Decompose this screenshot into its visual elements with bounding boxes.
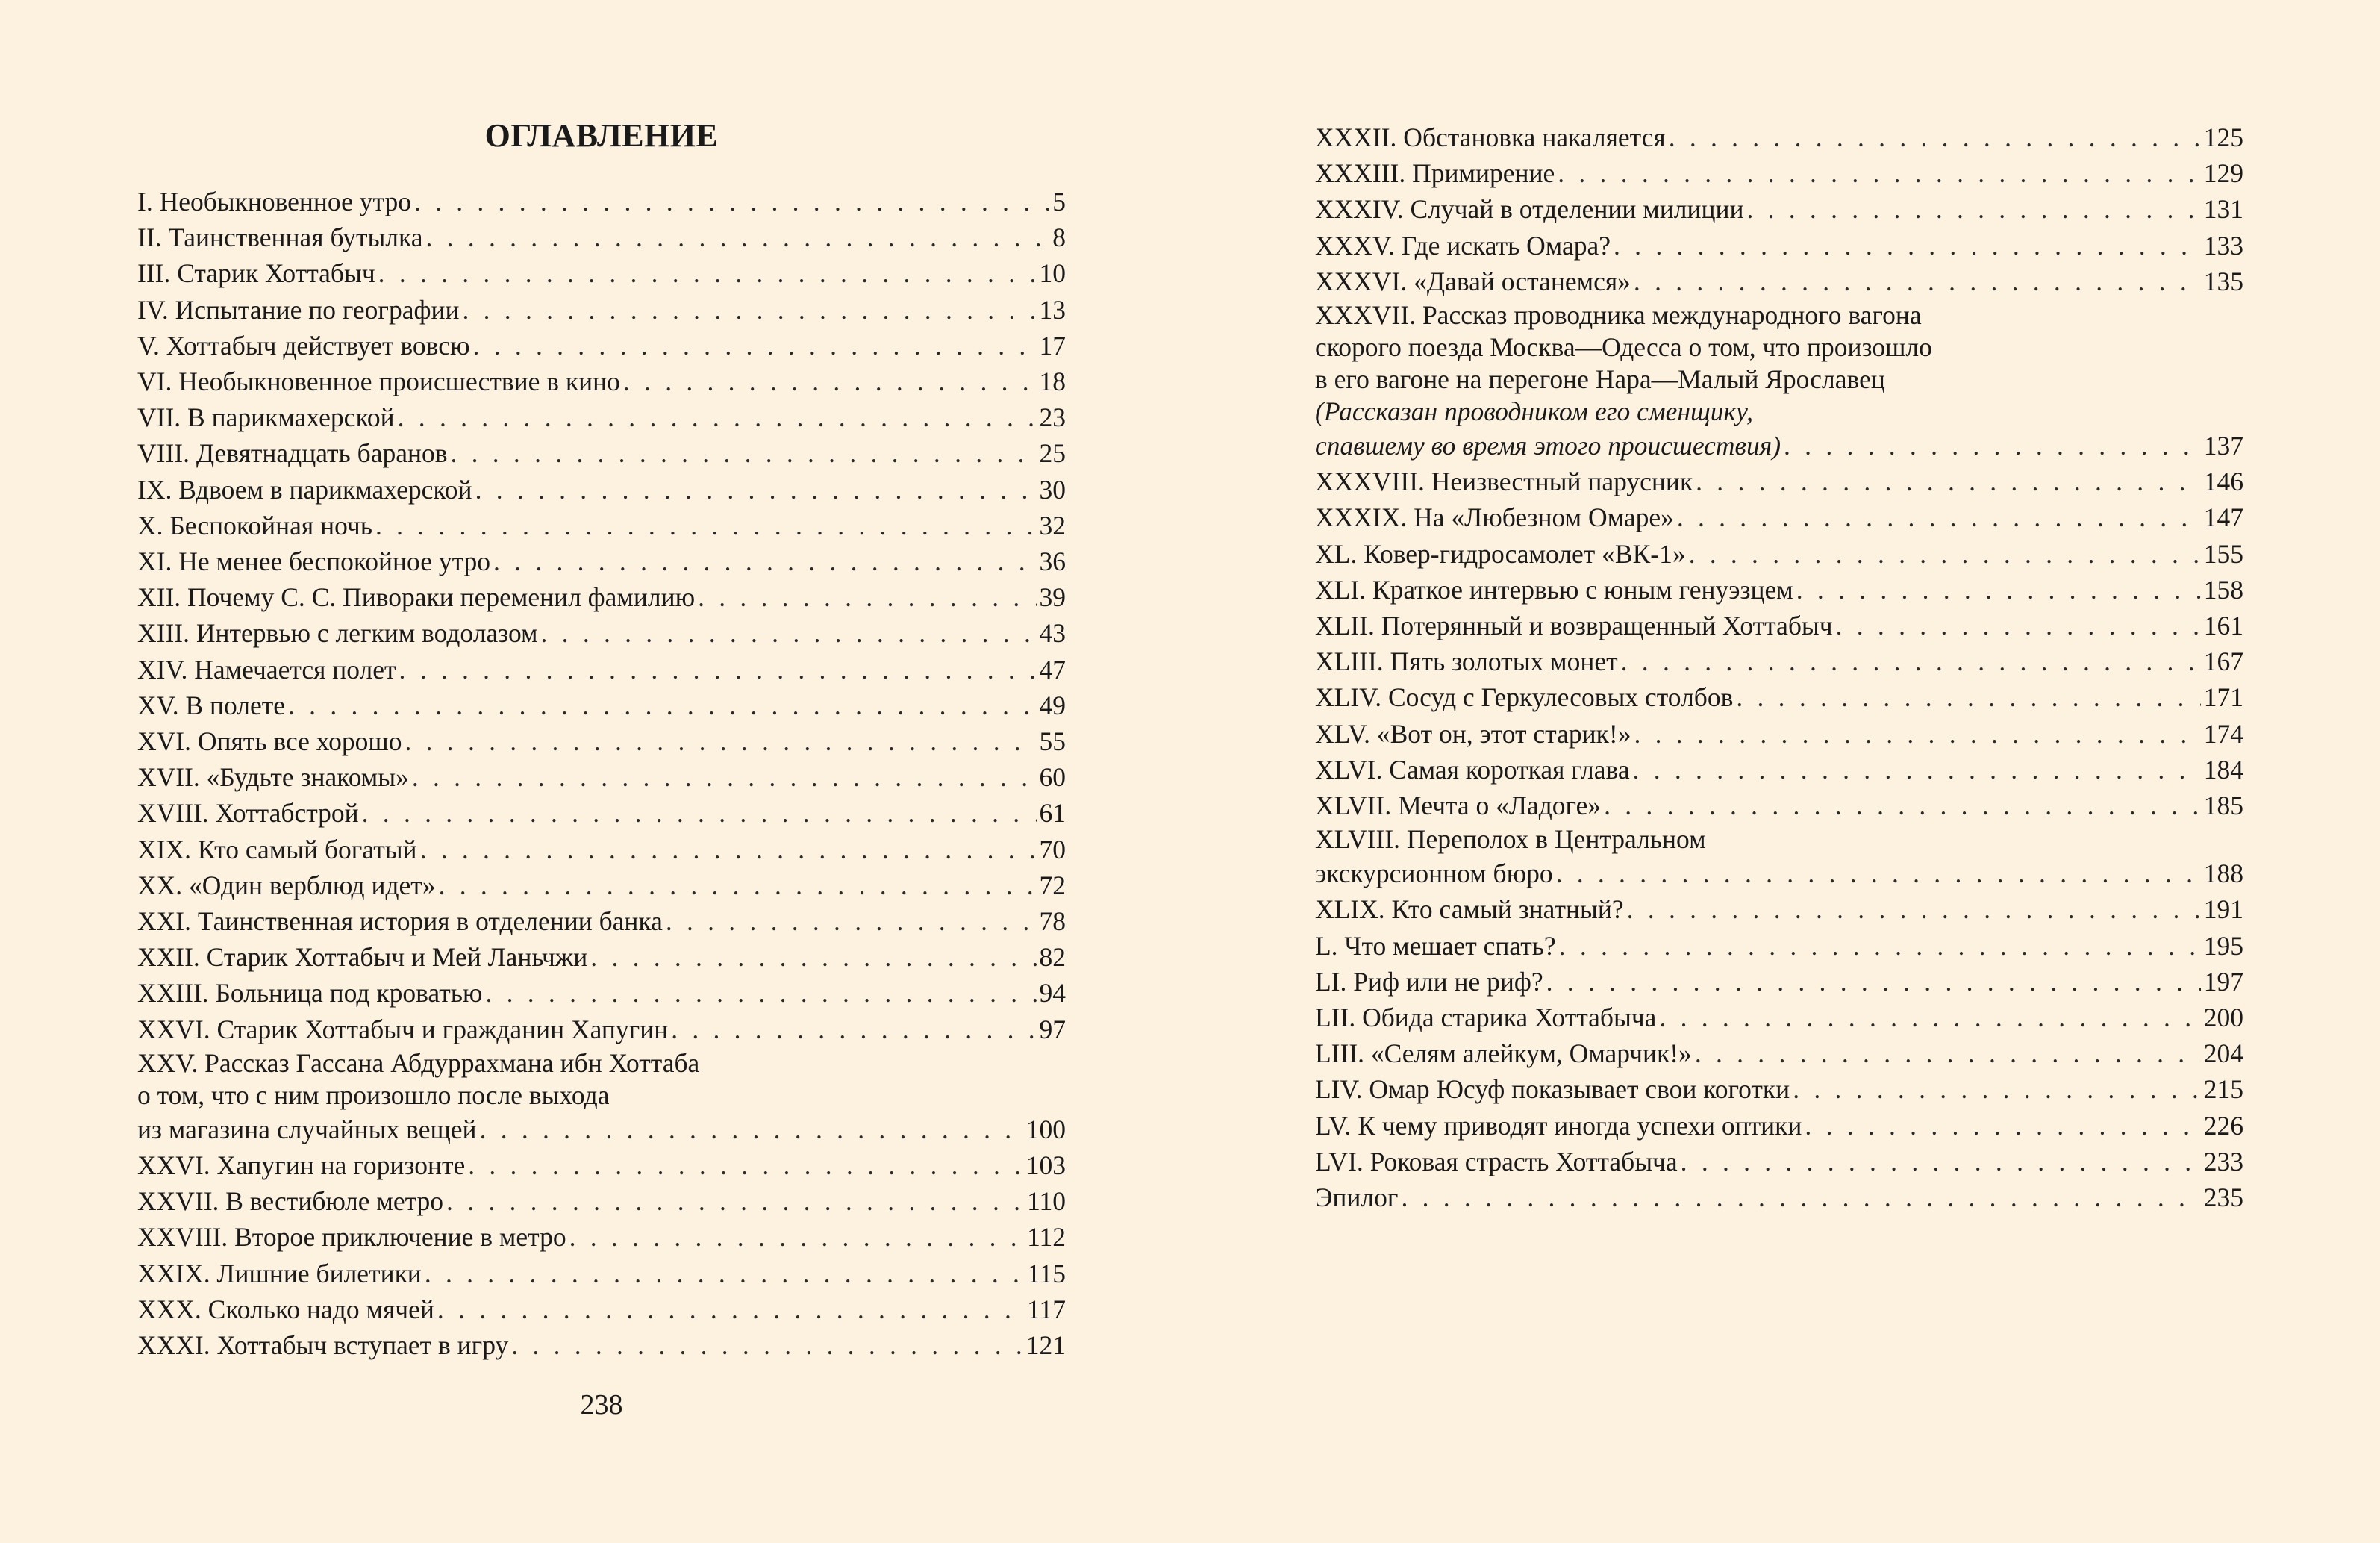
toc-entry-title: XXVII. В вестибюле метро	[137, 1186, 444, 1217]
dot-leader	[412, 759, 1037, 795]
toc-entry-page: 226	[2203, 1110, 2243, 1141]
dot-leader	[1633, 752, 2201, 788]
dot-leader	[1558, 155, 2201, 191]
toc-entry-title: XLIII. Пять золотых монет	[1315, 646, 1618, 677]
toc-entry	[137, 615, 1066, 651]
toc-entry-page: 188	[2203, 858, 2243, 889]
toc-entry	[1315, 264, 2243, 299]
toc-entry-title: X. Беспокойная ночь	[137, 510, 372, 540]
toc-entry-row	[137, 723, 1066, 759]
toc-entry	[137, 255, 1066, 291]
dot-leader	[288, 688, 1036, 723]
toc-entry-page: 185	[2203, 791, 2243, 821]
toc-entry-row	[137, 1112, 1066, 1147]
toc-entry-title: XXVIII. Второе приключение в метро	[137, 1222, 566, 1253]
toc-entry-page: 137	[2203, 431, 2243, 461]
dot-leader	[1695, 1035, 2201, 1071]
dot-leader	[1689, 536, 2201, 572]
toc-entry-row	[1315, 788, 2243, 823]
dot-leader	[439, 867, 1037, 903]
toc-entry-page: 18	[1039, 367, 1066, 397]
toc-entry	[137, 399, 1066, 435]
toc-entry-title: I. Необыкновенное утро	[137, 187, 411, 216]
toc-entry-line: XXXVII. Рассказ проводника международного вагона	[1315, 300, 1922, 331]
toc-entry	[1315, 299, 2243, 464]
toc-entry	[1315, 928, 2243, 964]
toc-entry-row	[1315, 964, 2243, 1000]
dot-leader	[1796, 572, 2201, 608]
toc-entry-title: XXVI. Старик Хоттабыч и гражданин Хапугин	[137, 1014, 669, 1044]
toc-entry	[137, 543, 1066, 579]
dot-leader	[541, 615, 1037, 651]
toc-entry-title: XXXIX. На «Любезном Омаре»	[1315, 502, 1674, 533]
toc-entry-title: LIII. «Селям алейкум, Омарчик!»	[1315, 1038, 1692, 1069]
toc-entry	[1315, 536, 2243, 572]
dot-leader	[1559, 928, 2201, 964]
dot-leader	[1836, 608, 2201, 643]
dot-leader	[405, 723, 1037, 759]
dot-leader	[362, 795, 1037, 831]
dot-leader	[1659, 1000, 2200, 1035]
toc-entry-page: 161	[2203, 611, 2243, 641]
toc-entry-page: 146	[2203, 467, 2243, 497]
toc-entry-row	[137, 543, 1066, 579]
toc-entry-title: XV. В полете	[137, 690, 286, 720]
toc-entry	[1315, 572, 2243, 608]
toc-entry	[137, 292, 1066, 328]
toc-entry	[1315, 823, 2243, 891]
toc-entry-page: 158	[2203, 574, 2243, 605]
toc-entry-page: 97	[1039, 1014, 1066, 1044]
toc-entry-page: 191	[2203, 894, 2243, 925]
toc-entry-title: II. Таинственная бутылка	[137, 222, 423, 253]
toc-entry-page: 235	[2203, 1182, 2243, 1213]
toc-entry-page: 197	[2203, 966, 2243, 997]
toc-entry-title: XLV. «Вот он, этот старик!»	[1315, 718, 1631, 749]
toc-entry-row	[137, 688, 1066, 723]
toc-entry-title: из магазина случайных вещей	[137, 1114, 477, 1144]
toc-entry-row	[1315, 855, 2243, 891]
toc-entry-title: XIII. Интервью с легким водолазом	[137, 618, 538, 649]
toc-entry-row	[137, 292, 1066, 328]
dot-leader	[1677, 499, 2201, 535]
toc-entry-page: 233	[2203, 1146, 2243, 1176]
toc-entry-row	[1315, 679, 2243, 715]
dot-leader	[425, 1256, 1024, 1291]
toc-entry-row	[137, 759, 1066, 795]
toc-entry-title: XXI. Таинственная история в отделении банка	[137, 906, 663, 937]
toc-entry-row	[137, 975, 1066, 1011]
toc-entry-title: VIII. Девятнадцать баранов	[137, 438, 448, 469]
toc-entry	[1315, 155, 2243, 191]
toc-entry-page: 129	[2203, 158, 2243, 189]
toc-entry	[1315, 464, 2243, 499]
toc-entry	[1315, 191, 2243, 227]
dot-leader	[1604, 788, 2201, 823]
toc-entry-page: 17	[1039, 330, 1066, 361]
toc-entry-title: XVI. Опять все хорошо	[137, 726, 402, 757]
toc-entry	[137, 795, 1066, 831]
toc-entry-title: XLIX. Кто самый знатный?	[1315, 894, 1624, 925]
toc-list-left	[137, 184, 1066, 1363]
toc-entry-row	[1315, 1071, 2243, 1107]
toc-entry-title: VII. В парикмахерской	[137, 402, 395, 433]
dot-leader	[463, 292, 1037, 328]
toc-entry-row	[137, 1011, 1066, 1047]
toc-entry-page: 78	[1039, 906, 1066, 937]
toc-entry-page: 112	[1027, 1222, 1066, 1253]
toc-entry	[1315, 1179, 2243, 1215]
toc-entry-page: 195	[2203, 930, 2243, 961]
toc-entry-title: XLIV. Сосуд с Геркулесовых столбов	[1315, 682, 1734, 713]
toc-entry-title: LVI. Роковая страсть Хоттабыча	[1315, 1146, 1678, 1176]
toc-entry-row	[1315, 119, 2243, 155]
toc-entry-note-line: (Рассказан проводником его сменщику,	[1315, 396, 1753, 427]
toc-entry-page: 147	[2203, 502, 2243, 533]
dot-leader	[1401, 1179, 2200, 1215]
toc-entry-row	[1315, 1035, 2243, 1071]
toc-entry-row	[137, 399, 1066, 435]
toc-entry	[137, 579, 1066, 615]
toc-entry	[1315, 679, 2243, 715]
dot-leader	[1681, 1144, 2201, 1179]
toc-entry-page: 125	[2203, 122, 2243, 152]
dot-leader	[420, 832, 1037, 867]
toc-entry-title: XLII. Потерянный и возвращенный Хоттабыч	[1315, 611, 1833, 641]
toc-entry-page: 110	[1027, 1186, 1066, 1217]
toc-entry	[1315, 1035, 2243, 1071]
toc-entry	[137, 219, 1066, 255]
dot-leader	[623, 364, 1037, 399]
toc-entry	[1315, 788, 2243, 823]
toc-entry-page: 121	[1025, 1330, 1066, 1361]
toc-entry	[1315, 499, 2243, 535]
toc-entry-row	[137, 328, 1066, 364]
toc-entry-row	[137, 615, 1066, 651]
toc-entry-row	[137, 579, 1066, 615]
toc-entry	[1315, 228, 2243, 264]
toc-entry-row	[1315, 191, 2243, 227]
toc-entry-row	[137, 219, 1066, 255]
toc-entry-row	[1315, 1000, 2243, 1035]
toc-entry-title: XXXVI. «Давай останемся»	[1315, 266, 1631, 296]
dot-leader	[493, 543, 1036, 579]
dot-leader	[1669, 119, 2201, 155]
toc-entry-title: XXXII. Обстановка накаляется	[1315, 122, 1666, 152]
toc-entry-row	[1315, 608, 2243, 643]
dot-leader	[414, 184, 1049, 219]
toc-entry-title: XI. Не менее беспокойное утро	[137, 546, 491, 577]
toc-entry-page: 23	[1039, 402, 1066, 433]
toc-entry	[137, 1219, 1066, 1255]
toc-entry-row	[137, 1291, 1066, 1327]
dot-leader	[446, 1183, 1024, 1219]
dot-leader	[426, 219, 1050, 255]
toc-entry-title: LIV. Омар Юсуф показывает свои коготки	[1315, 1074, 1790, 1105]
toc-entry	[1315, 1108, 2243, 1144]
toc-entry	[1315, 1144, 2243, 1179]
toc-entry-row	[137, 1219, 1066, 1255]
toc-entry-page: 72	[1039, 870, 1066, 900]
toc-entry-row	[137, 1256, 1066, 1291]
toc-entry-row	[137, 1327, 1066, 1363]
toc-entry-row	[1315, 228, 2243, 264]
toc-entry-row	[137, 867, 1066, 903]
toc-entry	[137, 975, 1066, 1011]
dot-leader	[485, 975, 1036, 1011]
toc-entry-title: L. Что мешает спать?	[1315, 930, 1556, 961]
toc-entry-title: V. Хоттабыч действует вовсю	[137, 330, 470, 361]
toc-entry-page: 25	[1039, 438, 1066, 469]
toc-entry-page: 184	[2203, 754, 2243, 785]
toc-entry-page: 82	[1039, 942, 1066, 973]
toc-entry-row	[137, 508, 1066, 543]
toc-entry-title: XL. Ковер-гидросамолет «ВК-1»	[1315, 538, 1686, 569]
toc-entry	[137, 1183, 1066, 1219]
toc-entry-title: XIV. Намечается полет	[137, 654, 396, 685]
toc-entry-row	[137, 939, 1066, 975]
toc-entry-title: XXII. Старик Хоттабыч и Мей Ланьчжи	[137, 942, 588, 973]
toc-entry-line: о том, что с ним произошло после выхода	[137, 1079, 610, 1110]
toc-entry-row	[1315, 1144, 2243, 1179]
toc-entry-title: VI. Необыкновенное происшествие в кино	[137, 367, 620, 397]
toc-entry-page: 135	[2203, 266, 2243, 296]
dot-leader	[511, 1327, 1022, 1363]
toc-entry-row	[137, 364, 1066, 399]
toc-entry-page: 61	[1039, 798, 1066, 829]
toc-entry-title: XXIX. Лишние билетики	[137, 1258, 422, 1288]
toc-entry	[1315, 891, 2243, 927]
toc-entry	[1315, 1071, 2243, 1107]
toc-entry-row	[137, 472, 1066, 508]
toc-entry-title: XX. «Один верблюд идет»	[137, 870, 436, 900]
toc-entry-page: 43	[1039, 618, 1066, 649]
toc-entry-row	[1315, 536, 2243, 572]
toc-entry-row	[1315, 464, 2243, 499]
dot-leader	[1746, 191, 2200, 227]
dot-leader	[399, 652, 1037, 688]
toc-entry-row	[137, 795, 1066, 831]
toc-entry-page: 5	[1052, 187, 1066, 216]
toc-entry-page: 204	[2203, 1038, 2243, 1069]
toc-entry	[137, 723, 1066, 759]
toc-entry-title: LV. К чему приводят иногда успехи оптики	[1315, 1110, 1802, 1141]
toc-entry-title: XLVI. Самая короткая глава	[1315, 754, 1630, 785]
dot-leader	[569, 1219, 1024, 1255]
toc-entry-page: 117	[1027, 1294, 1066, 1324]
toc-entry-page: 155	[2203, 538, 2243, 569]
dot-leader	[450, 435, 1036, 471]
toc-entry-row	[137, 652, 1066, 688]
toc-entry-row	[1315, 155, 2243, 191]
toc-entry-page: 47	[1039, 654, 1066, 685]
toc-entry-row	[1315, 572, 2243, 608]
toc-entry	[137, 652, 1066, 688]
toc-entry-row	[1315, 643, 2243, 679]
toc-entry-title: XII. Почему С. С. Пивораки переменил фамилию	[137, 582, 696, 613]
toc-entry	[137, 1256, 1066, 1291]
dot-leader	[1614, 228, 2201, 264]
dot-leader	[1696, 464, 2201, 499]
toc-entry-page: 174	[2203, 718, 2243, 749]
toc-entry	[1315, 716, 2243, 752]
toc-entry-row	[1315, 428, 2243, 464]
dot-leader	[468, 1147, 1023, 1183]
toc-entry-page: 94	[1039, 978, 1066, 1009]
toc-entry-title: Эпилог	[1315, 1182, 1399, 1213]
toc-entry-title: XXXIII. Примирение	[1315, 158, 1555, 189]
toc-entry	[137, 1147, 1066, 1183]
dot-leader	[378, 255, 1037, 291]
toc-entry	[137, 1327, 1066, 1363]
toc-entry-title: XXXVIII. Неизвестный парусник	[1315, 467, 1693, 497]
toc-entry	[1315, 964, 2243, 1000]
toc-entry-row	[1315, 499, 2243, 535]
toc-entry-page: 133	[2203, 230, 2243, 261]
toc-entry-title: XIX. Кто самый богатый	[137, 834, 417, 864]
dot-leader	[666, 903, 1037, 939]
toc-entry	[1315, 608, 2243, 643]
toc-entry-row	[137, 435, 1066, 471]
dot-leader	[671, 1011, 1036, 1047]
dot-leader	[590, 939, 1036, 975]
dot-leader	[1627, 891, 2201, 927]
toc-entry	[137, 903, 1066, 939]
toc-entry-row	[1315, 928, 2243, 964]
toc-entry-page: 167	[2203, 646, 2243, 677]
dot-leader	[1736, 679, 2200, 715]
toc-entry-row	[137, 1147, 1066, 1183]
toc-entry-row	[1315, 891, 2243, 927]
toc-entry-row	[137, 184, 1066, 219]
toc-entry	[1315, 119, 2243, 155]
toc-entry	[137, 184, 1066, 219]
toc-entry-page: 215	[2203, 1074, 2243, 1105]
toc-entry-row	[1315, 1179, 2243, 1215]
toc-entry-page: 60	[1039, 762, 1066, 793]
dot-leader	[475, 472, 1037, 508]
toc-entry-page: 49	[1039, 690, 1066, 720]
dot-leader	[1634, 264, 2201, 299]
toc-entry	[137, 867, 1066, 903]
dot-leader	[437, 1291, 1024, 1327]
toc-entry-page: 13	[1039, 294, 1066, 325]
toc-entry-title: XXX. Сколько надо мячей	[137, 1294, 434, 1324]
toc-entry-page: 39	[1039, 582, 1066, 613]
toc-entry-title: XXXV. Где искать Омара?	[1315, 230, 1611, 261]
toc-entry-title: XXVI. Хапугин на горизонте	[137, 1150, 466, 1181]
toc-entry	[137, 688, 1066, 723]
toc-entry-row	[137, 832, 1066, 867]
toc-entry-title: III. Старик Хоттабыч	[137, 258, 375, 289]
dot-leader	[375, 508, 1037, 543]
toc-entry-page: 10	[1039, 258, 1066, 289]
toc-entry-row	[137, 1183, 1066, 1219]
toc-entry	[1315, 643, 2243, 679]
toc-entry-line: скорого поезда Москва—Одесса о том, что произошло	[1315, 332, 1932, 363]
toc-entry-row	[1315, 716, 2243, 752]
toc-entry-title: XXXI. Хоттабыч вступает в игру	[137, 1330, 509, 1361]
toc-entry-title: XLI. Краткое интервью с юным генуэзцем	[1315, 574, 1793, 605]
toc-entry-title: XXXIV. Случай в отделении милиции	[1315, 194, 1744, 225]
toc-entry-row	[1315, 752, 2243, 788]
toc-entry	[137, 832, 1066, 867]
dot-leader	[398, 399, 1037, 435]
toc-entry-row	[1315, 264, 2243, 299]
dot-leader	[1793, 1071, 2201, 1107]
toc-entry-title: XXIII. Больница под кроватью	[137, 978, 483, 1009]
toc-entry	[137, 1011, 1066, 1047]
dot-leader	[698, 579, 1036, 615]
toc-entry-title: IV. Испытание по географии	[137, 294, 460, 325]
dot-leader	[1805, 1108, 2200, 1144]
toc-entry-row	[1315, 1108, 2243, 1144]
toc-entry-page: 32	[1039, 510, 1066, 540]
toc-entry	[137, 364, 1066, 399]
toc-entry-page: 70	[1039, 834, 1066, 864]
toc-entry-page: 36	[1039, 546, 1066, 577]
dot-leader	[1634, 716, 2200, 752]
dot-leader	[1546, 964, 2201, 1000]
toc-entry-title: XVII. «Будьте знакомы»	[137, 762, 409, 793]
toc-entry-row	[137, 903, 1066, 939]
toc-entry-title: LI. Риф или не риф?	[1315, 966, 1543, 997]
toc-entry-page: 55	[1039, 726, 1066, 757]
toc-entry-title: IX. Вдвоем в парикмахерской	[137, 474, 472, 505]
toc-entry-page: 131	[2203, 194, 2243, 225]
toc-entry	[137, 328, 1066, 364]
toc-entry	[1315, 1000, 2243, 1035]
toc-entry-line: XXV. Рассказ Гассана Абдуррахмана ибн Хоттаба	[137, 1047, 700, 1078]
toc-entry	[137, 939, 1066, 975]
dot-leader	[1556, 855, 2201, 891]
toc-entry-line: XLVIII. Переполох в Центральном	[1315, 824, 1706, 855]
toc-entry-title: спавшему во время этого происшествия)	[1315, 431, 1781, 461]
toc-entry-page: 103	[1025, 1150, 1066, 1181]
toc-entry	[1315, 752, 2243, 788]
toc-entry-page: 30	[1039, 474, 1066, 505]
toc-entry-title: экскурсионном бюро	[1315, 858, 1553, 889]
toc-title: ОГЛАВЛЕНИЕ	[484, 117, 719, 154]
toc-entry-page: 200	[2203, 1003, 2243, 1033]
toc-entry-title: LII. Обида старика Хоттабыча	[1315, 1003, 1657, 1033]
toc-entry	[137, 759, 1066, 795]
toc-entry	[137, 1291, 1066, 1327]
toc-entry-row	[137, 255, 1066, 291]
dot-leader	[473, 328, 1037, 364]
toc-entry-page: 8	[1052, 222, 1066, 253]
dot-leader	[1784, 428, 2201, 464]
toc-entry-title: XVIII. Хоттабстрой	[137, 798, 359, 829]
toc-entry-title: XLVII. Мечта о «Ладоге»	[1315, 791, 1602, 821]
toc-entry	[137, 472, 1066, 508]
toc-entry	[137, 435, 1066, 471]
page-number: 238	[580, 1389, 623, 1421]
dot-leader	[480, 1112, 1023, 1147]
toc-entry-page: 171	[2203, 682, 2243, 713]
toc-entry	[137, 508, 1066, 543]
toc-entry-page: 115	[1027, 1258, 1066, 1288]
toc-entry-line: в его вагоне на перегоне Нара—Малый Ярославец	[1315, 364, 1885, 395]
dot-leader	[1621, 643, 2201, 679]
toc-entry	[137, 1047, 1066, 1147]
toc-list-right	[1315, 119, 2243, 1215]
toc-entry-page: 100	[1025, 1114, 1066, 1144]
